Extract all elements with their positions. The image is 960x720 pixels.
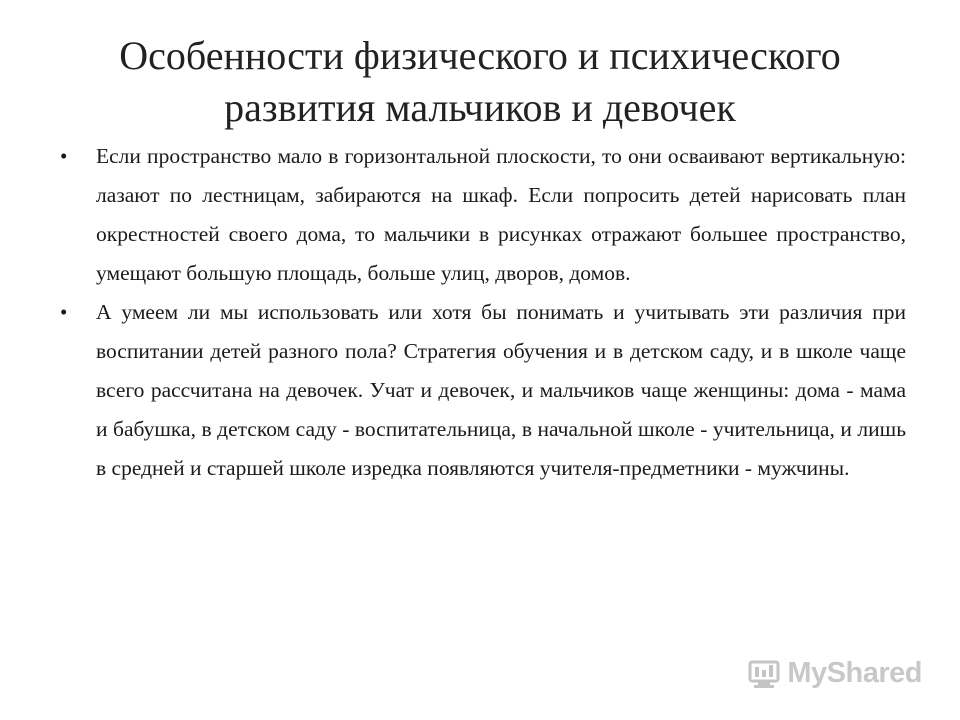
slide-title: [60, 30, 900, 134]
bullet-marker: •: [60, 144, 68, 168]
bullet-list: [60, 137, 906, 488]
bullet-text: А умеем ли мы использовать или хотя бы понимать и учитывать эти различия при воспитании детей разного пола? Стратегия обучения и в детском саду, и в школе чаще всего рассчитана на девочек. Учат и девочек, и мальчиков чаще женщины: дома - мама и бабушка, в детском саду - воспитательница, в начальной школе - учительница, и лишь в средней и старшей школе изредка появляются учителя-предметники - мужчины.: [96, 300, 906, 480]
bullet-item-2: [60, 293, 906, 488]
myshared-logo-icon: [747, 659, 781, 689]
slide-title-line-1: Особенности физического и психического: [119, 33, 841, 78]
bullet-item-1: [60, 137, 906, 293]
watermark-text: MyShared: [787, 657, 922, 689]
slide-title-line-2: развития мальчиков и девочек: [224, 85, 736, 130]
watermark: [747, 657, 922, 690]
bullet-marker: •: [60, 300, 68, 324]
bullet-text: Если пространство мало в горизонтальной плоскости, то они осваивают вертикальную: лазают по лестницам, забираются на шкаф. Если попросить детей нарисовать план окрестностей своего дома, то мальчики в рисунках отражают большее пространство, умещают большую площадь, больше улиц, дворов, домов.: [96, 144, 906, 285]
